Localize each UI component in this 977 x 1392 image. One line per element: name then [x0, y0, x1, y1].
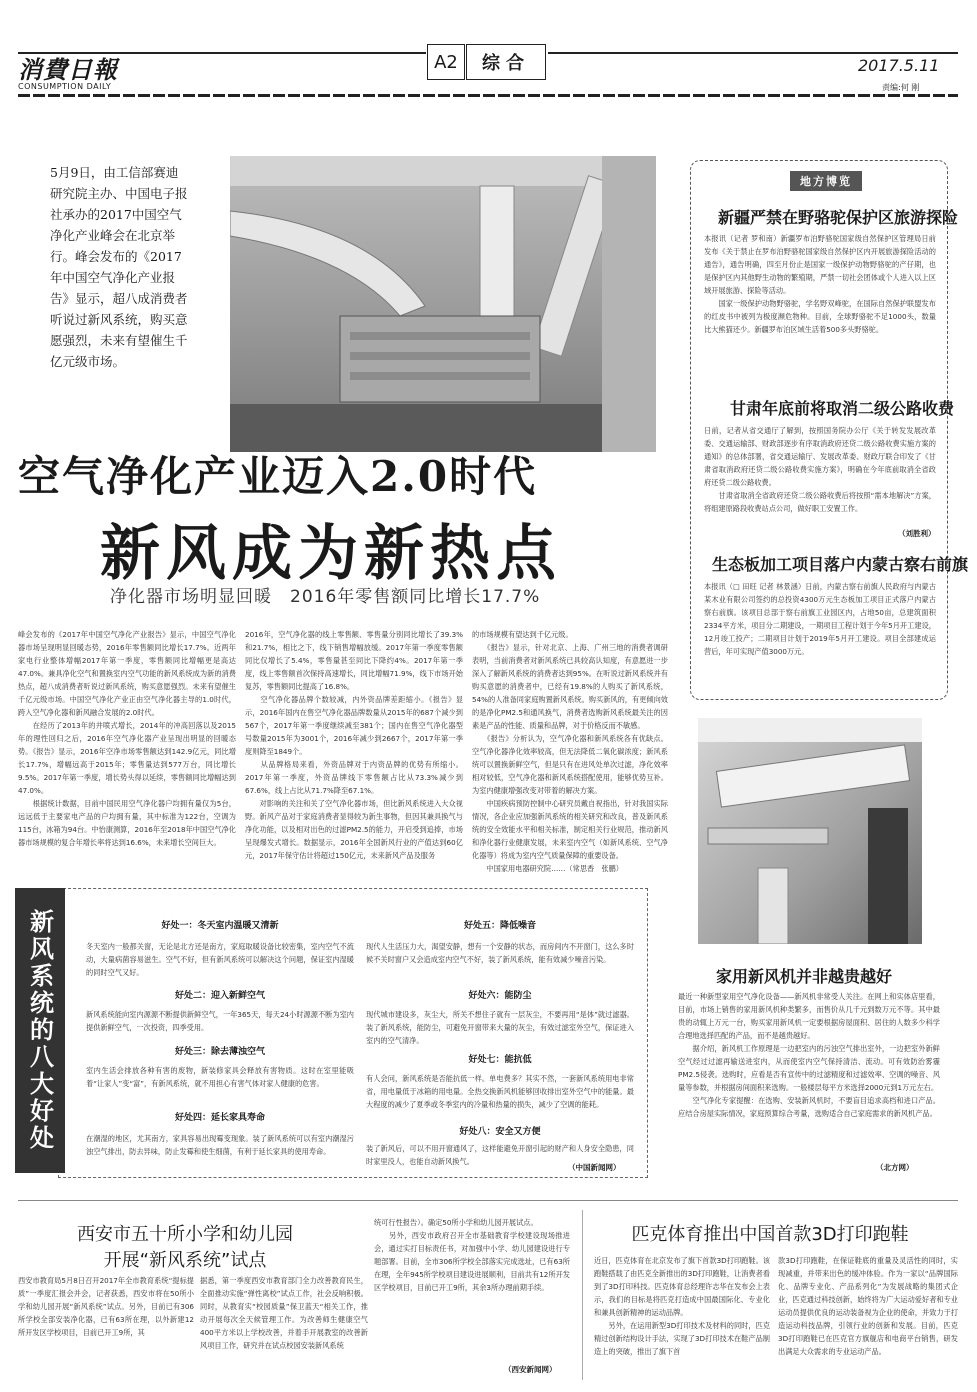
benefit-3-body: 室内生活会排放各种有害的废物，新装修家具会释放有害物质。这时在室里能吸着“让家人”变“富”，有新风系统，就不用担心有害气体对家人健康的危害。 — [86, 1066, 354, 1088]
local-story2-body: 日前，记者从省交通厅了解到，按照国务院办公厅《关于转发发展改革委、交通运输部、财政部逐步有序取消政府还贷二级公路收费实施方案的通知》的总体部署，省交通运输厅、发展改革委、财政厅联合印发了《甘肃省取消政府还贷二级公路收费实施方案》，明确在今年底前取消全省政府还贷二级公路收费。 甘肃省取消全省政府还贷二级公路收费后将按照“需本地解决”方案，将组建原路段收费站点公司，做好职工安置工作。 — [704, 426, 936, 513]
local-story3-body: 本报讯（□ 田旺 记者 林景涵）日前，内蒙古察右前旗人民政府与内蒙古某木业有限公司签约的总投资4300万元生态板加工项目正式落户内蒙古察右前旗。该项目总部于察右前旗工业园区内，占地50亩，总建筑面积2334平方米，项目分二期建设，一期项目工程计划于今年5月开工建设，12月竣工投产；二期项目计划于2019年5月开工建设。项目全部建成运营后，年可实现产值3000万元。 — [704, 582, 936, 656]
benefit-5-title: 好处五：降低噪音 — [463, 921, 536, 931]
benefit-7-body: 有人会问，新风系统是否能抗低一样。单电费多？其实不然，一套新风系统用电非常省，用电量低于冰箱的用电量。全热交换新风机能够回收排出室外空气中的能量。最大程度的减少了夏季或冬季室内的冷量和热量的损失，减少了空调的能耗。 — [366, 1074, 634, 1109]
benefit-8-body: 装了新风后，可以不用开窗通风了，这样能避免开窗引起的财产和人身安全隐患，同时家里没人，也能自动新风换气。 — [366, 1144, 634, 1166]
main-headline-2: 新风成为新热点 — [100, 519, 562, 589]
page-editor: 责编:何 刚 — [882, 83, 920, 92]
local-story1-title: 新疆严禁在野骆驼保护区旅游探险 — [718, 208, 959, 227]
benefit-3-title: 好处三：除去薄浊空气 — [174, 1047, 265, 1057]
side-article-headline: 家用新风机并非越贵越好 — [716, 967, 893, 986]
main-article-col2: 2016年，空气净化器的线上零售额、零售量分别同比增长了39.3%和21.7%，相比之下，线下销售增幅放缓。2017年第一季度零售额同比仅增长了5.4%，零售量甚至同比下降约4%。2017年第一季度，线上零售额首次保持高速增长，同比增幅71.9%，线下市场开始复苏，零售额同比提高了16.8%。 空气净化器品牌个数较减，内外资品牌差距缩小。《报告》显示，2016年国内在售空气净化器品牌数量从2015年的687个减少到567个，2017年第一季度继续减至381个；国内在售空气净化器型号数量2015年为3001个，2016年减少到2667个，2017年第一季度则降至1849个。 从品牌格局来看，外资品牌对于内资品牌的优势有所缩小。2017年第一季度，外资品牌线下零售额占比从73.3%减少到67.6%，线上占比从71.7%降至67.1%。 对影响的关注和关了空气净化器市场，但比新风系统进入大众视野。新风产品对于家庭消费者显得较为新生事物，但因其兼具换气与净化功能，以及相对出色的过滤PM2.5的能力，开启受到追捧，市场呈现爆发式增长。数据显示，2016年全国新风行业的产值达到60亿元，2017年保守估计将超过150亿元，未来新风产品及服务 — [245, 630, 463, 860]
masthead-rule-left — [18, 52, 426, 54]
fresh-air-unit-illustration — [698, 718, 922, 944]
benefit-4-body: 在潮湿的地区，尤其南方，家具容易出现霉变现象。装了新风系统可以有室内潮湿污浊空气排出，防去异味，防止发霉和使生细菌，有利于延长家具的使用寿命。 — [86, 1134, 354, 1156]
local-news-tag: 地方博览 — [790, 171, 862, 191]
eight-benefits-side-title: 新风系统的八大好处 — [15, 888, 65, 1173]
bottom-rule — [18, 1200, 958, 1201]
benefit-8-title: 好处八：安全又方便 — [459, 1127, 541, 1137]
side-photo — [698, 718, 922, 944]
benefit-2-body: 新风系统能向室内源源不断提供新鲜空气，一年365天，每天24小时源源不断为室内提供新鲜空气，一次投资，四季受用。 — [86, 1010, 354, 1032]
main-subheadline: 净化器市场明显回暖 2016年零售额同比增长17.7% — [110, 587, 541, 607]
page-number: A2 — [427, 44, 465, 80]
bottom-story1-credit: （西安新闻网） — [504, 1365, 557, 1374]
side-article-credit: （北方网） — [876, 1163, 914, 1172]
local-story2-credit: （刘胜利） — [898, 529, 936, 538]
bottom-story2-headline: 匹克体育推出中国首款3D打印跑鞋 — [631, 1224, 909, 1245]
bottom-story1-col1: 西安市教育局5月8日召开2017年全市教育系统“提标提质”一季度汇报会并会，记者获悉，西安市将在50所小学和幼儿园开展“新风系统”试点。另外，目前已有306所学校全部安装净化器，已有63所在理，以外新建12所开发区学校项目，目前已开工9所，其 — [18, 1276, 194, 1337]
local-story1-body: 本报讯（记者 罗和南）新疆罗布泊野骆驼国家级自然保护区管理局日前发布《关于禁止在罗布泊野骆驼国家级自然保护区内开展旅游探险活动的通告》，通告明确，四至月份止是国家一级保护动物野骆驼的产仔期，也是保护区内其他野生动物的繁殖期，严禁一切社会团体或个人进入以上区域开展旅游、探险等活动。 国家一级保护动物野骆驼，学名野双峰驼，在国际自然保护联盟发布的红皮书中被列为极度濒危物种。目前，全球野骆驼不足1000头，数量比大熊猫还少。新疆罗布泊区域生活着500多头野骆驼。 — [704, 234, 936, 334]
bottom-story2-col1: 近日，匹克体育在北京发布了旗下首款3D打印跑鞋。该跑鞋搭载了由匹克全新推出的3D打印跑鞋，让消费者看到了3D打印科技。匹克体育总经理许志华在发布会上表示，我们的目标是将匹克打造成中国最国际化、专业化和兼具创新精神的运动品牌。 另外，在运用新型3D打印技术及材料的同时，匹克精过创新结构设计手法，实现了3D打印技术在鞋产品制造上的突破，推出了旗下首 — [594, 1256, 770, 1356]
main-article-col3: 的市场规模有望达到千亿元级。 《报告》显示，针对北京、上海、广州三地的消费者调研表明，当前消费者对新风系统已具较高认知度，有意愿进一步深入了解新风系统的消费者达到95%。在听说过新风系统并有购买意愿的消费者中，已经有19.8%的人购买了新风系统，54%的人准备同家庭购置新风系统。购买新风的，有更倾向效的是净化PM2.5和通风换气，消费者选购新风系统最关注的因素是产品的性能、质量和品牌，对于价格反而不敏感。 《报告》分析认为，空气净化器和新风系统各有优缺点。空气净化器净化效率较高，但无法降低二氧化碳浓度；新风系统可以置换新鲜空气，但是只有在进风处单次过滤，净化效率相对较低，空气净化器和新风系统搭配使用，能够优势互补。为室内健康增强改变对带着的解决方案。 中国疾病预防控制中心研究员戴自祝指出，针对我国实际情况，各企业应加强新风系统的相关研究和改良，普及新风系统的安全效能水平和相关标准，制定相关行业规范，推动新风和净化器行业健康发展，未来室内空气（如新风系统、空气净化器等）将成为室内空气质量保障的重要设备。 中国家用电器研究院……（常思香 张鹏） — [472, 630, 668, 873]
bottom-story1-col3: 统可行性报告）。确定50所小学和幼儿园开展试点。 另外，西安市政府召开全市基础教育学校建设现场推进会，通过实打目标责任书，对加强中小学、幼儿园建设进行专题部署。目前，全市306所学校全部落实完成选址，已有63所在理，全年945所学校项目建设进展顺利，目前共有12所开发区学校项目，目前已开工9所，其余3所办理前期手续。 — [374, 1218, 570, 1292]
benefit-6-body: 现代城市建设多，灰尘大，所关不想住子就有一层灰尘，不要再用“是体”就过滤器。装了新风系统，能防尘，可避免开窗带来大量的灰尘，有效过滤室外空气，保证进入室内的空气清净。 — [366, 1010, 634, 1045]
masthead-rule-bottom — [18, 94, 958, 97]
masthead-rule-right — [548, 52, 958, 54]
bottom-story1-headline-2: 开展“新风系统”试点 — [103, 1250, 267, 1271]
bottom-story1-col2: 据悉，第一季度西安市教育部门全力改善教育民生，全面推动实施“弹性离校”试点工作，社会反响积极。同时，从教育实“校园质量”保卫蓝天“相关工作，推动开展每次全天候管理工作。为改善师生健康空气400平方米以上学校改善，并着手开展教室的改善新风项目工作，研究并在试点校园安装新风系统 — [200, 1276, 368, 1350]
newspaper-logo: 消費日報 — [18, 55, 118, 84]
eight-benefits-credit: （中国新闻网） — [568, 1163, 621, 1172]
bottom-column-divider — [582, 1210, 583, 1380]
benefit-1-title: 好处一：冬天室内温暖又清新 — [161, 921, 279, 931]
main-headline-1: 空气净化产业迈入2.0时代 — [18, 452, 538, 501]
local-story3-title: 生态板加工项目落户内蒙古察右前旗 — [712, 555, 969, 574]
benefit-2-title: 好处二：迎入新鲜空气 — [174, 991, 265, 1001]
main-article-col1: 峰会发布的《2017年中国空气净化产业报告》显示，中国空气净化器市场呈现明显回暖态势，2016年零售额同比增长17.7%。近两年家电行业整体增幅2017年第一季度，零售额同比增幅更是高达47.0%。兼具净化空气和置换室内空气功能的新风系统成为新的消费热点，超八成消费者听说过新风系统，购买意愿强烈。未来有望催生千亿元级市场。中国空气净化产业正由空气净化器主导的1.0时代，跨入空气净化器和新风融合发展的2.0时代。 在经历了2013年的井喷式增长，2014年的冲高回落以及2015年的理性回归之后，2016年空气净化器产业呈现出明显的回暖态势。《报告》显示，2016年空净市场零售额达到142.9亿元，同比增长17.7%，增幅远高于2015年；零售量达到577万台，同比增长9.5%。2017年第一季度，增长势头得以延续，零售额同比增幅达到47.0%。 根据统计数据，目前中国民用空气净化器户均拥有量仅为5台，远远低于主要家电产品的户均拥有量，其中标准为122台，空调为115台，冰箱为94台。中怡康测算，2016年至2018年中国空气净化器市场规模的复合年增长率将达到16.6%，未来增长空间巨大。 — [18, 630, 236, 847]
bottom-story2-col2: 款3D打印跑鞋，在保证鞋底的重量及灵活性的同时，实现减重，并带来出色的缓冲体验。作为一家以“品牌国际化、品牌专业化、产品系列化”为发展战略的集团式企业，匹克通过科技创新，始终将为广大运动爱好者和专业运动员提供优良的运动装备视为企业的使命，并致力于打造运动科技品牌，引领行业的创新和发展。目前，匹克3D打印跑鞋已在匹克官方旗舰店和电商平台销售，研发出满足大众需求的专业运动产品。 — [778, 1256, 958, 1356]
lead-paragraph: 5月9日，由工信部赛迪研究院主办、中国电子报社承办的2017中国空气净化产业峰会在北京举行。峰会发布的《2017年中国空气净化产业报告》显示，超八成消费者听说过新风系统，购买意愿强烈，未来有望催生千亿元级市场。 — [50, 165, 188, 369]
main-photo — [230, 156, 656, 452]
issue-date: 2017.5.11 — [858, 56, 940, 75]
benefit-1-body: 冬天室内一般都关窗，无论是北方还是南方，家庭取暖设备比较密集，室内空气不流动，大量病菌容易滋生。空气不好，但有新风系统可以解决这个问题，保证室内湿暖的同时空气又好。 — [86, 942, 354, 977]
bottom-story1-headline-1: 西安市五十所小学和幼儿园 — [77, 1224, 293, 1245]
ventilation-duct-illustration — [230, 156, 656, 452]
benefit-6-title: 好处六：能防尘 — [468, 991, 532, 1001]
side-article-body: 最近一种新型家用空气净化设备——新风机非常受人关注。在网上和实体店里看，目前，市场上销售的家用新风机种类繁多，而售价从几千元到数万元不等。其中最贵的动辄上万元一台，购买家用新风机一定要根据房屋面积、居住的人数多少科学合理地选择匹配的产品，而不是越贵越好。 据介绍，新风机工作原理是一边把室内的污浊空气排出室外，一边把室外新鲜空气经过过滤再输送进室内，从而使室内空气保持清洁、流动。可有效防治雾霾PM2.5侵袭。选购时，应看是否有宣传中的过滤精度和过滤效率、空调的噪音、风量等参数，并根据房间面积来选购。一般楼层每平方米选择2000元到1万元左右。 空气净化专家提醒：在选购、安装新风机时，不要盲目追求高档和进口产品。应结合房屋实际情况，家庭预算综合考量，选购适合自己家庭需求的新风机产品。 — [678, 992, 940, 1118]
section-label: 综合 — [466, 44, 546, 80]
local-story2-title: 甘肃年底前将取消二级公路收费 — [730, 399, 955, 418]
newspaper-logo-english: CONSUMPTION DAILY — [18, 82, 112, 91]
benefit-4-title: 好处四：延长家具寿命 — [174, 1113, 265, 1123]
benefit-5-body: 现代人生活压力大，渴望安静，想有一个安静的状态，而房间内不开窗门，这么多时候不关时窗户又会造成室内空气不好，装了新风系统，能有效减少噪音污染。 — [366, 942, 634, 964]
benefit-7-title: 好处七：能抗低 — [468, 1055, 532, 1065]
